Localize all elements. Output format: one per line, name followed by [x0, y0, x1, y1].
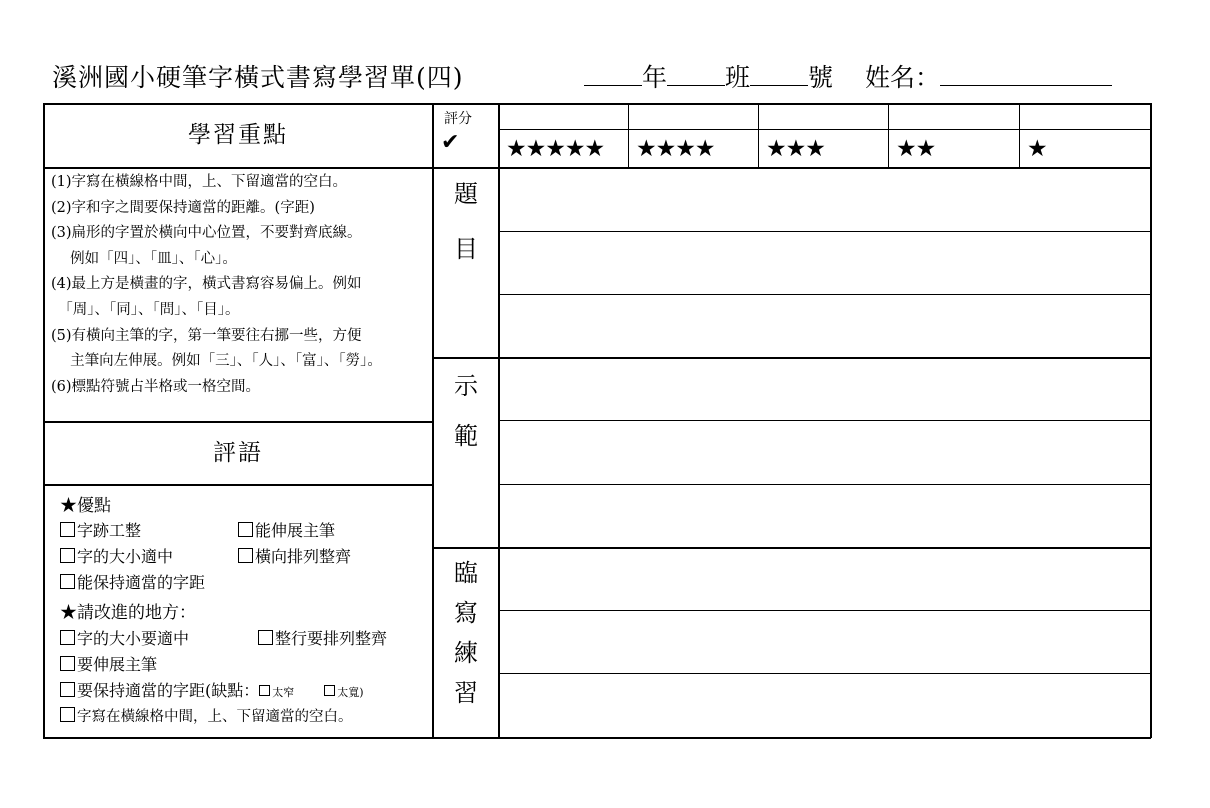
student-info	[584, 58, 1112, 94]
worksheet-title: 溪洲國小硬筆字橫式書寫學習單(四)	[52, 63, 464, 92]
focus-item: (6)標點符號占半格或一格空間。	[51, 378, 261, 395]
checkbox[interactable]	[60, 682, 75, 697]
score-5-stars[interactable]: ★★★★★	[506, 136, 605, 162]
checkbox-too-wide[interactable]	[324, 685, 335, 696]
section-demo-label: 示 範	[454, 372, 478, 450]
improve-option[interactable]: 字寫在橫線格中間，上、下留適當的空白。	[60, 705, 353, 726]
focus-item: (2)字和字之間要保持適當的距離。(字距)	[51, 199, 315, 216]
improve-option[interactable]: 整行要排列整齊	[258, 626, 387, 649]
checkbox[interactable]	[238, 522, 253, 537]
section-practice-label: 臨 寫 練 習	[454, 559, 478, 707]
checkbox[interactable]	[60, 656, 75, 671]
score-4-stars[interactable]: ★★★★	[636, 136, 715, 162]
focus-list	[51, 170, 382, 400]
demo-writing-row[interactable]	[500, 359, 1150, 420]
checkbox[interactable]	[60, 522, 75, 537]
strength-option[interactable]: 字跡工整	[60, 518, 141, 541]
improve-option[interactable]: 字的大小要適中	[60, 626, 189, 649]
number-label: 號	[808, 63, 834, 92]
topic-writing-row[interactable]	[500, 295, 1150, 357]
focus-item: (1)字寫在橫線格中間，上、下留適當的空白。	[51, 174, 348, 190]
score-3-stars[interactable]: ★★★	[766, 136, 825, 162]
checkbox-too-narrow[interactable]	[259, 685, 270, 696]
checkbox[interactable]	[60, 548, 75, 563]
focus-item: (4)最上方是橫畫的字，橫式書寫容易偏上。例如	[51, 276, 362, 293]
year-blank[interactable]	[584, 63, 642, 86]
focus-item: 「周」、「同」、「問」、「目」。	[51, 301, 240, 318]
demo-writing-row[interactable]	[500, 485, 1150, 547]
focus-item: (5)有橫向主筆的字，第一筆要往右挪一些，方便	[51, 327, 362, 344]
strength-option[interactable]: 字的大小適中	[60, 544, 173, 567]
checkbox[interactable]	[258, 630, 273, 645]
class-label: 班	[725, 63, 751, 92]
name-blank[interactable]	[940, 63, 1112, 86]
topic-writing-row[interactable]	[500, 232, 1150, 294]
checkbox[interactable]	[60, 574, 75, 589]
strength-option[interactable]: 能保持適當的字距	[60, 570, 205, 593]
section-topic-label: 題 目	[454, 180, 478, 263]
improve-title: ★請改進的地方：	[60, 603, 196, 623]
score-2-stars[interactable]: ★★	[896, 136, 936, 162]
practice-writing-row[interactable]	[500, 549, 1150, 610]
strengths-title: ★優點	[60, 496, 111, 516]
number-blank[interactable]	[750, 63, 808, 86]
focus-item: 主筆向左伸展。例如「三」、「人」、「富」、「勞」。	[51, 353, 382, 370]
check-mark-icon: ✔	[441, 130, 460, 155]
topic-writing-row[interactable]	[500, 169, 1150, 231]
checkbox[interactable]	[60, 707, 75, 722]
checkbox[interactable]	[60, 630, 75, 645]
score-label: 評分	[444, 111, 472, 127]
focus-title: 學習重點	[188, 122, 288, 148]
strength-option[interactable]: 能伸展主筆	[238, 518, 335, 541]
practice-writing-row[interactable]	[500, 611, 1150, 673]
focus-item: (3)扁形的字置於橫向中心位置，不要對齊底線。	[51, 225, 362, 242]
demo-writing-row[interactable]	[500, 421, 1150, 484]
name-label: 姓名：	[865, 63, 941, 92]
improve-option[interactable]: 要保持適當的字距(缺點： 太窄 太寬)	[60, 678, 364, 701]
checkbox[interactable]	[238, 548, 253, 563]
comments-title: 評語	[213, 440, 263, 466]
score-1-star[interactable]: ★	[1027, 136, 1047, 162]
improve-option[interactable]: 要伸展主筆	[60, 652, 157, 675]
class-blank[interactable]	[667, 63, 725, 86]
strength-option[interactable]: 橫向排列整齊	[238, 544, 351, 567]
practice-writing-row[interactable]	[500, 674, 1150, 737]
year-label: 年	[642, 63, 668, 92]
focus-item: 例如「四」、「皿」、「心」。	[51, 250, 237, 267]
